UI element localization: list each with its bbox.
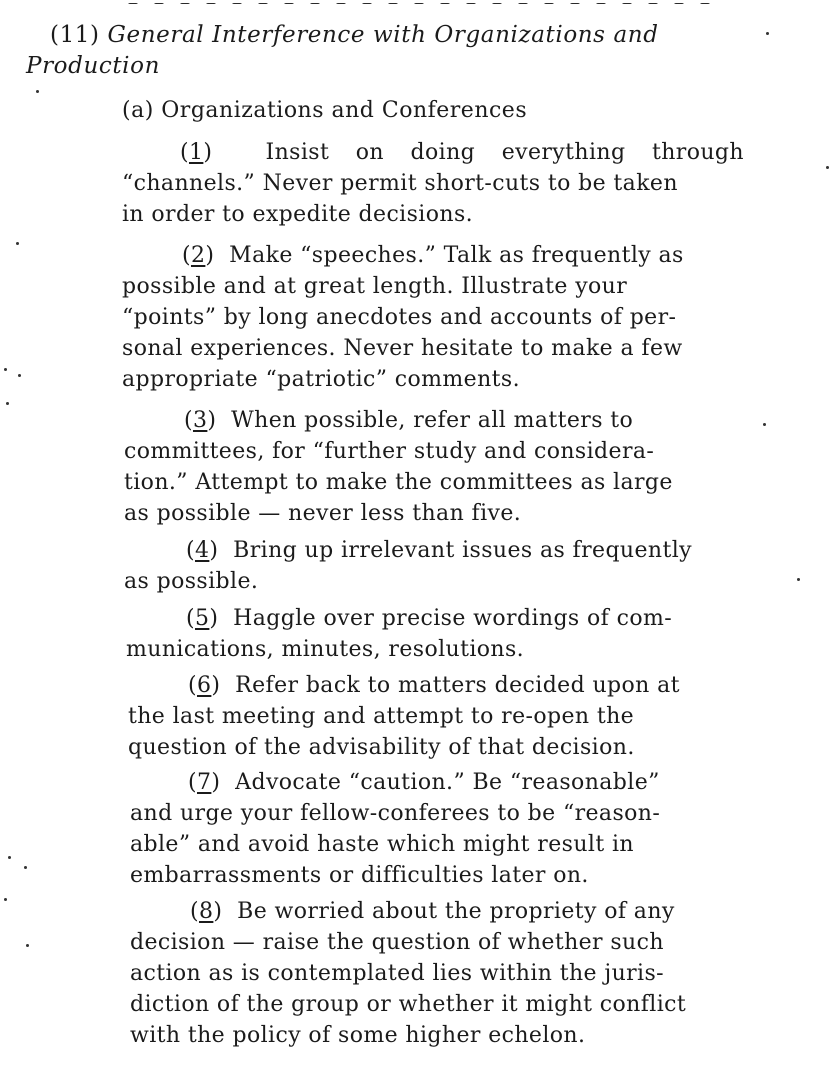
section-title-line1: General Interference with Organizations and xyxy=(107,22,659,48)
item-text-line: munications, minutes, resolutions. xyxy=(126,637,525,662)
item-text-line: possible and at great length. Illustrate your xyxy=(122,274,628,299)
scan-speck xyxy=(4,368,7,371)
item-text-line: Advocate “caution.” Be “reasonable” xyxy=(235,770,660,795)
item-text-line: appropriate “patriotic” comments. xyxy=(122,367,520,392)
scan-speck xyxy=(16,242,19,245)
list-item: (1) Insist on doing everything through “channels.” Never permit short-cuts to be taken in order to expedite decisions. xyxy=(122,137,744,230)
list-item: (8) Be worried about the propriety of any decision — raise the question of whether such action as is contemplated lies within the juris- diction of the group or whether it might conflict with the policy of some higher echelon. xyxy=(130,896,760,1051)
item-text-line: When possible, refer all matters to xyxy=(231,408,634,433)
item-text-line: embarrassments or difficulties later on. xyxy=(130,863,589,888)
scan-speck xyxy=(36,90,39,93)
item-text-line: committees, for “further study and considera- xyxy=(124,439,655,464)
scan-speck xyxy=(26,944,29,947)
scan-speck xyxy=(826,166,829,169)
item-marker: 4 xyxy=(194,538,210,563)
item-text-line: tion.” Attempt to make the committees as large xyxy=(124,470,673,495)
scan-speck xyxy=(6,402,9,405)
item-text-line: question of the advisability of that decision. xyxy=(128,735,635,760)
scan-speck xyxy=(8,856,11,859)
list-item: (5) Haggle over precise wordings of com- munications, minutes, resolutions. xyxy=(126,603,748,665)
item-text-line: decision — raise the question of whether such xyxy=(130,930,664,955)
item-text-line: Bring up irrelevant issues as frequently xyxy=(233,538,692,563)
item-text-line: and urge your fellow-conferees to be “reason- xyxy=(130,801,661,826)
item-text-line: able” and avoid haste which might result in xyxy=(130,832,634,857)
scan-speck xyxy=(766,32,769,35)
list-item: (3) When possible, refer all matters to committees, for “further study and considera- tion.” Attempt to make the committees as large as possible — never less than five. xyxy=(124,405,746,529)
item-text-line: diction of the group or whether it might conflict xyxy=(130,992,687,1017)
section-heading xyxy=(26,20,766,82)
item-marker: 5 xyxy=(194,606,210,631)
scan-speck xyxy=(763,423,766,426)
item-text-line: in order to expedite decisions. xyxy=(122,202,474,227)
list-item: (4) Bring up irrelevant issues as frequently as possible. xyxy=(124,535,746,597)
item-text-line: sonal experiences. Never hesitate to make a few xyxy=(122,336,683,361)
item-text-line: the last meeting and attempt to re-open the xyxy=(128,704,635,729)
item-text-line: as possible — never less than five. xyxy=(124,501,522,526)
item-text-line: action as is contemplated lies within the juris- xyxy=(130,961,665,986)
item-marker: 3 xyxy=(192,408,208,433)
cropped-previous-line xyxy=(120,0,720,4)
scan-speck xyxy=(24,866,27,869)
section-number: (11) xyxy=(50,22,100,48)
subsection-heading: (a) Organizations and Conferences xyxy=(122,98,528,123)
item-marker: 8 xyxy=(198,899,214,924)
item-text-line: “channels.” Never permit short-cuts to be taken xyxy=(122,171,678,196)
item-text-line: with the policy of some higher echelon. xyxy=(130,1023,586,1048)
item-text-line: Be worried about the propriety of any xyxy=(237,899,675,924)
section-title-line2: Production xyxy=(26,53,160,79)
item-text-line: Make “speeches.” Talk as frequently as xyxy=(229,243,684,268)
scan-speck xyxy=(4,898,7,901)
scan-speck xyxy=(797,578,800,581)
item-text-line: as possible. xyxy=(124,569,259,594)
item-marker: 1 xyxy=(188,140,204,165)
item-marker: 7 xyxy=(196,770,212,795)
item-marker: 6 xyxy=(196,673,212,698)
item-text-line: Refer back to matters decided upon at xyxy=(235,673,680,698)
list-item: (7) Advocate “caution.” Be “reasonable” and urge your fellow-conferees to be “reason- able” and avoid haste which might result in embarrassments or difficulties later on. xyxy=(130,767,752,891)
item-text-line: “points” by long anecdotes and accounts of per- xyxy=(122,305,677,330)
list-item: (6) Refer back to matters decided upon at the last meeting and attempt to re-open the question of the advisability of that decision. xyxy=(128,670,750,763)
item-text-line: Haggle over precise wordings of com- xyxy=(233,606,673,631)
item-text-line: Insist on doing everything through xyxy=(265,140,744,165)
item-marker: 2 xyxy=(190,243,206,268)
list-item: (2) Make “speeches.” Talk as frequently as possible and at great length. Illustrate your “points” by long anecdotes and accounts of per- sonal experiences. Never hesitate to make a few appropriate “patriotic” comments. xyxy=(122,240,744,395)
scan-speck xyxy=(18,374,21,377)
